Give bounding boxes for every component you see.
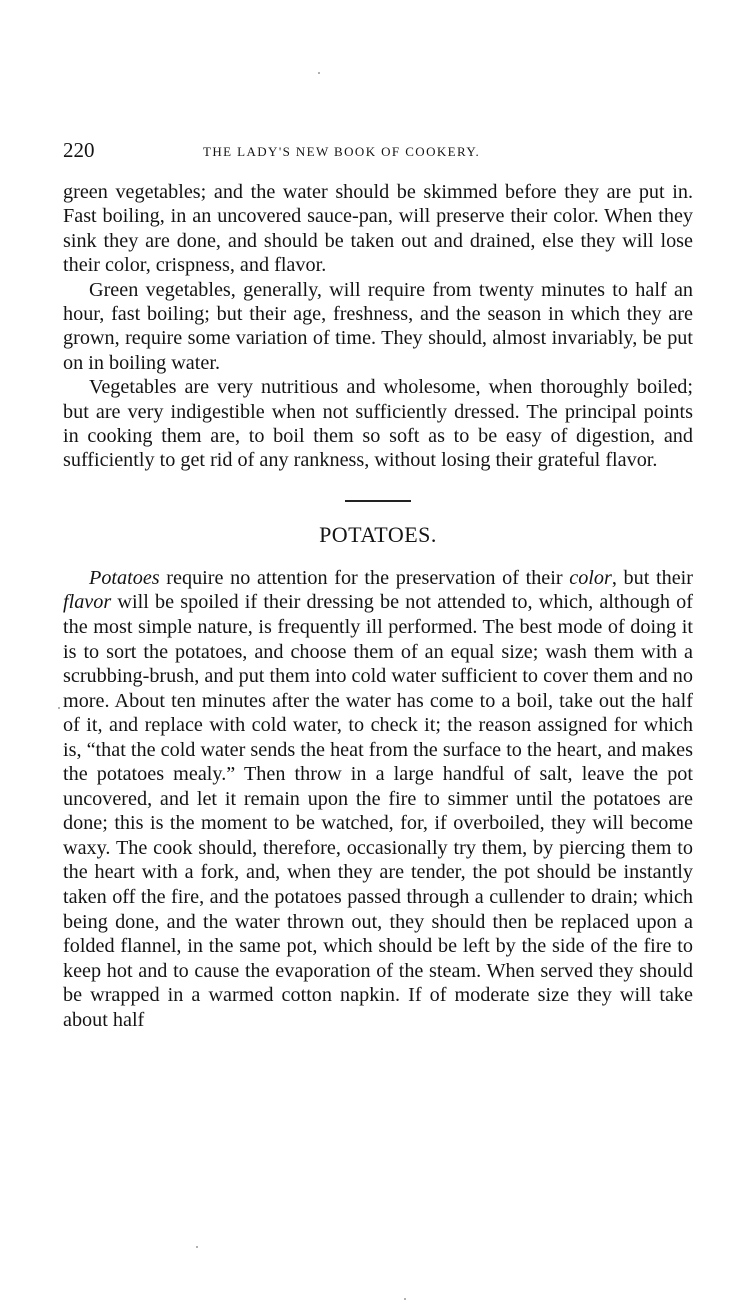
italic-word: flavor: [63, 591, 112, 614]
paper-speck: [318, 72, 320, 74]
running-head: [63, 138, 693, 168]
book-page: [63, 138, 693, 1032]
paragraph: Vegetables are very nutritious and wholesome, when thoroughly boiled; but are very indigestible when not sufficiently dressed. The principal points in cooking them are, to boil them so soft as to be easy of digestion, and sufficiently to get rid of any rankness, without losing their grateful flavor.: [63, 376, 693, 472]
running-title: THE LADY'S NEW BOOK OF COOKERY.: [203, 144, 481, 159]
section-divider-rule: [345, 500, 411, 502]
text-run: , but their: [611, 566, 693, 589]
section-heading: POTATOES.: [319, 521, 437, 547]
section-text: [63, 566, 693, 1032]
paper-speck: [196, 1246, 198, 1248]
page-number: 220: [63, 138, 95, 162]
italic-lead-word: Potatoes: [89, 566, 160, 589]
intro-text: [63, 180, 693, 473]
paragraph: [63, 566, 693, 1032]
text-run: require no attention for the preservation of their: [159, 566, 570, 589]
paragraph-continued: green vegetables; and the water should be skimmed before they are put in. Fast boiling, in an uncovered sauce-pan, will preserve their color. When they sink they are done, and should be taken out and drained, else they will lose their color, crispness, and flavor.: [63, 181, 693, 277]
paragraph: Green vegetables, generally, will require from twenty minutes to half an hour, fast boiling; but their age, freshness, and the season in which they are grown, require some variation of time. They should, almost invariably, be put on in boiling water.: [63, 278, 693, 374]
paper-speck: [404, 1298, 406, 1300]
paper-speck: [58, 707, 60, 709]
text-run: will be spoiled if their dressing be not attended to, which, although of the most simple nature, is frequently ill performed. The best mode of doing it is to sort the potatoes, and choose them of an equal size; wash them with a scrubbing-brush, and put them into cold water sufficient to cover them and no more. About ten minutes after the water has come to a boil, take out the half of it, and replace with cold water, to check it; the reason assigned for which is, “that the cold water sends the heat from the surface to the heart, and makes the potatoes mealy.” Then throw in a large handful of salt, leave the pot uncovered, and let it remain upon the fire to simmer until the potatoes are done; this is the moment to be watched, for, if overboiled, they will become waxy. The cook should, therefore, occasionally try them, by piercing them to the heart with a fork, and, when they are tender, the pot should be instantly taken off the fire, and the potatoes passed through a cullender to drain; which being done, and the water thrown out, they should then be replaced upon a folded flannel, in the same pot, which should be left by the side of the fire to keep hot and to cause the evaporation of the steam. When served they should be wrapped in a warmed cotton napkin. If of moderate size they will take about half: [63, 591, 693, 1031]
italic-word: color: [569, 566, 612, 589]
